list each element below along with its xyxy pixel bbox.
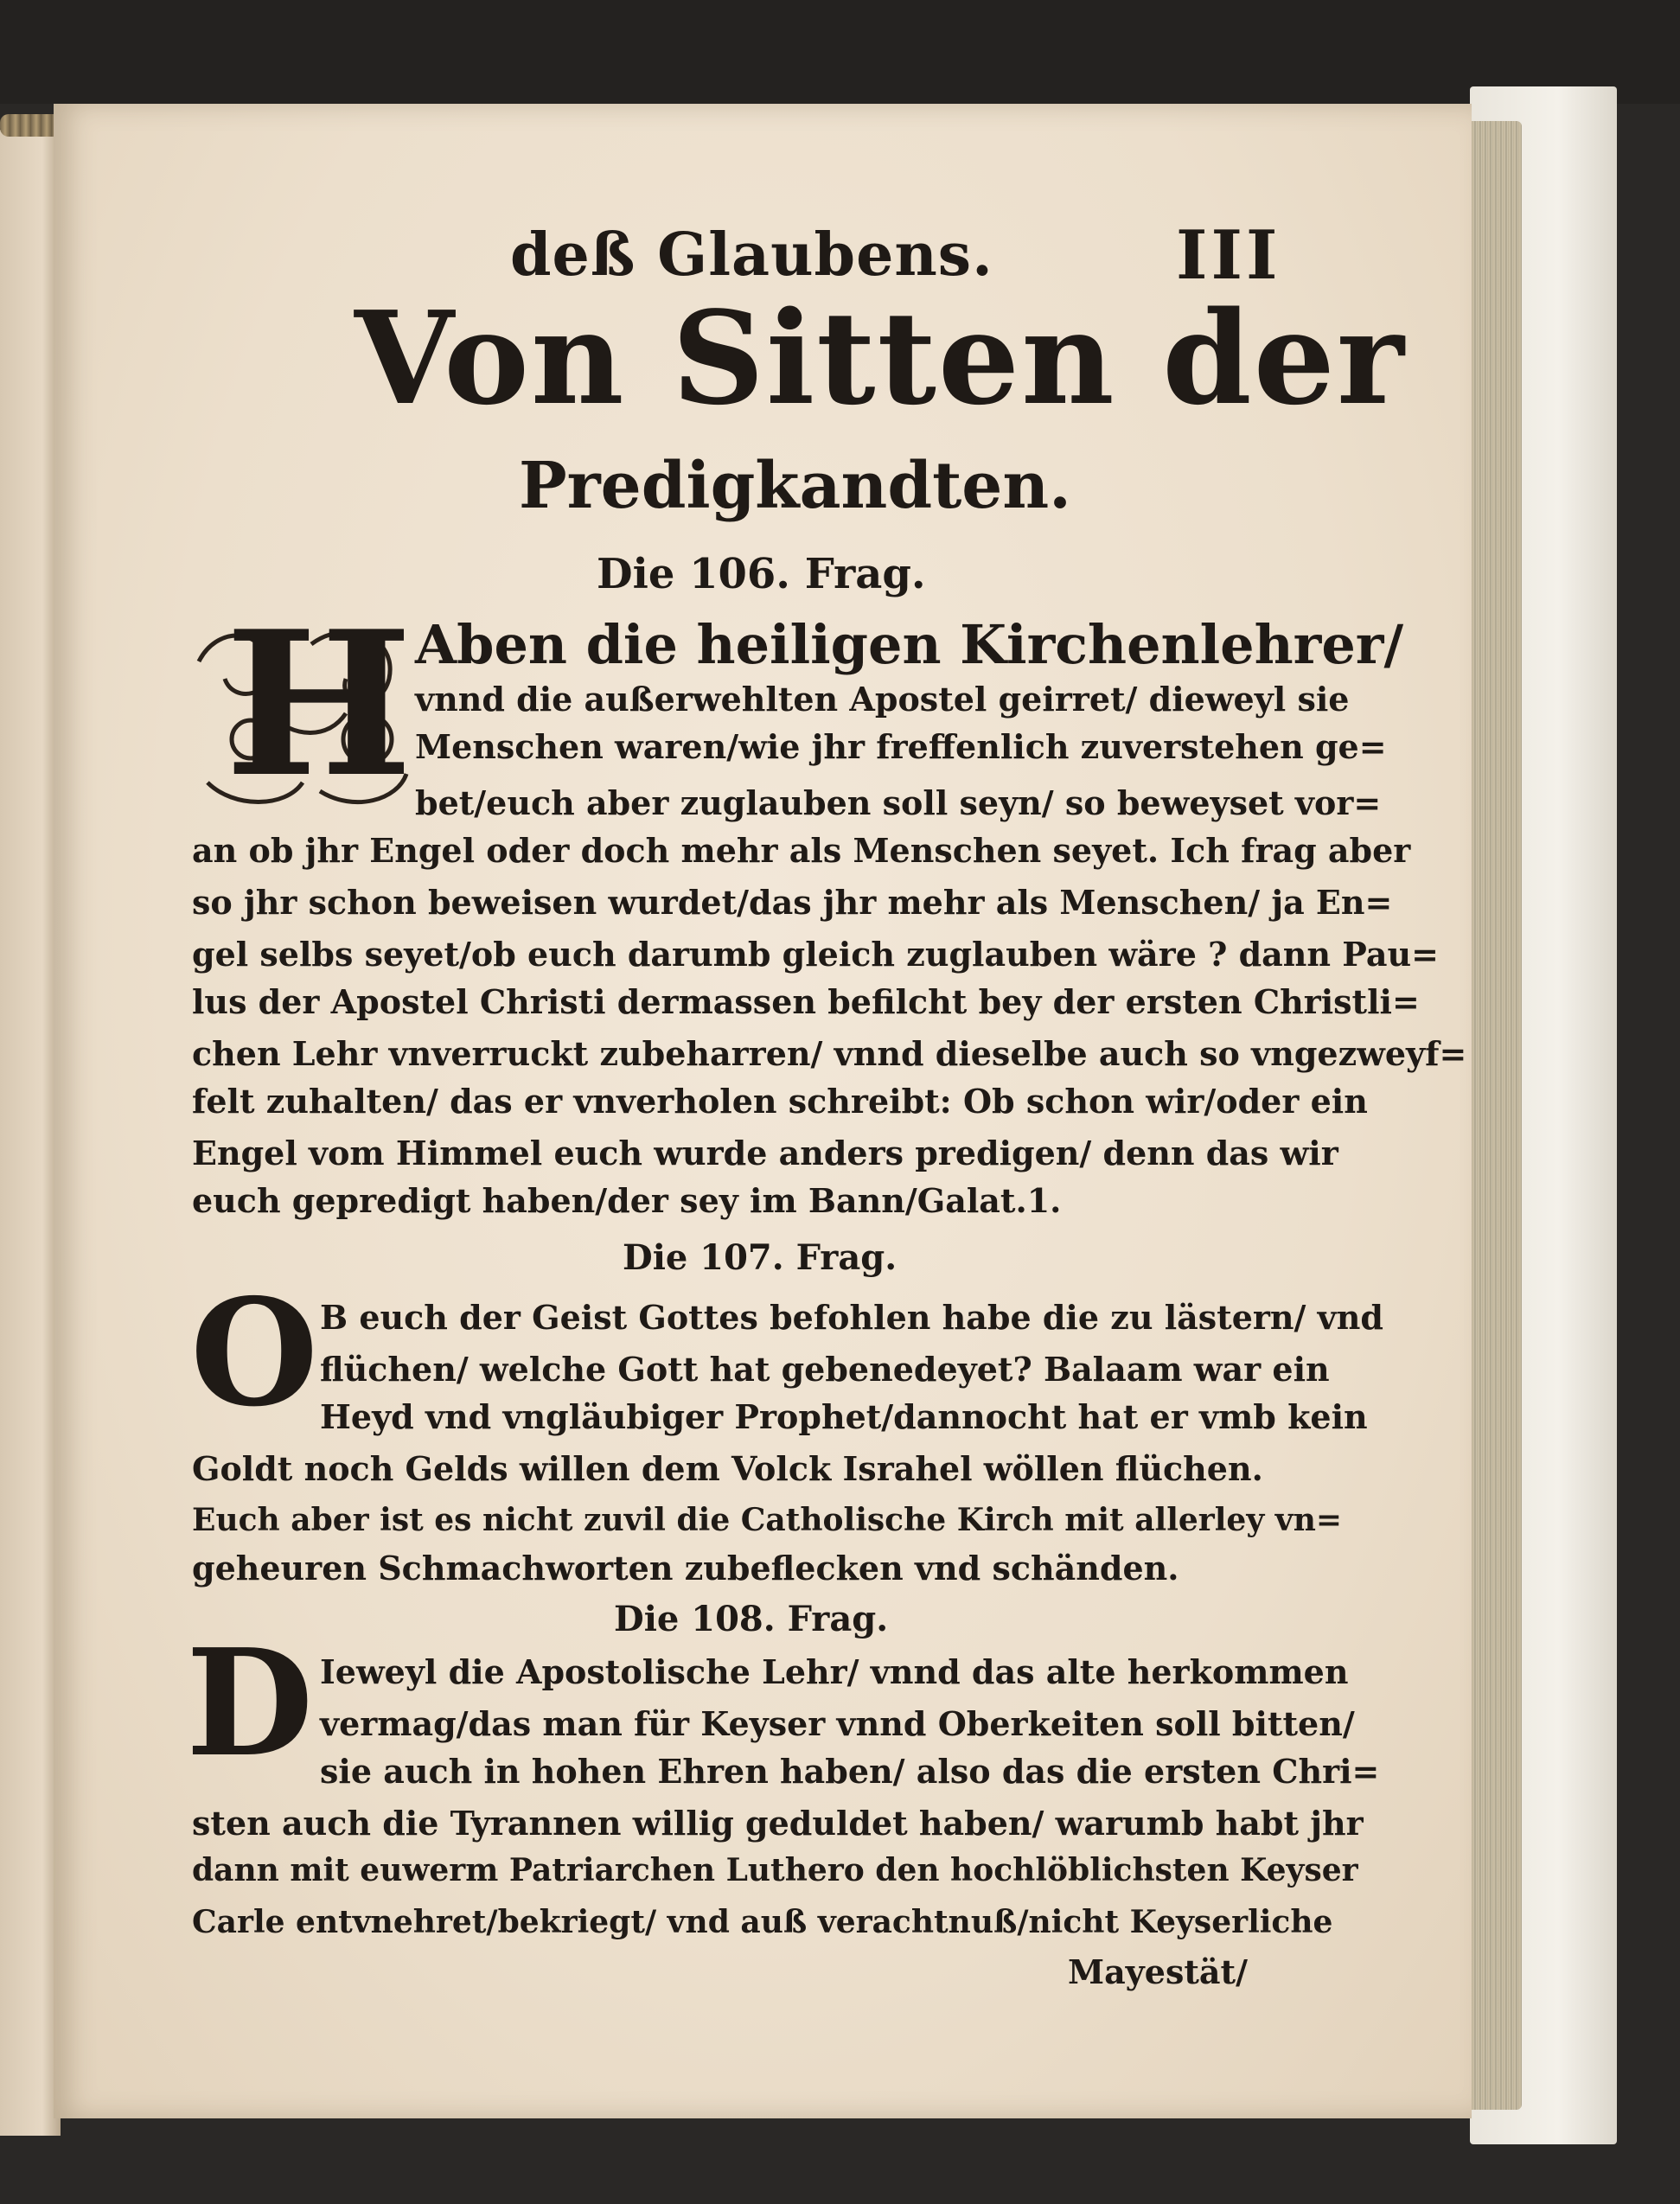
question-108-heading: Die 108. Frag. xyxy=(614,1599,889,1639)
question-106-heading: Die 106. Frag. xyxy=(597,550,926,598)
page-folio: III xyxy=(1176,216,1281,295)
question-107-line: flüchen/ welche Gott hat gebenedeyet? Balaam war ein xyxy=(320,1350,1330,1389)
question-106-line: gel selbs seyet/ob euch darumb gleich zuglauben wäre ? dann Pau= xyxy=(192,935,1439,974)
question-106-line: lus der Apostel Christi dermassen befilcht bey der ersten Christli= xyxy=(192,982,1420,1021)
question-106-line: euch gepredigt haben/der sey im Bann/Galat.1. xyxy=(192,1181,1062,1220)
question-106-line: Aben die heiligen Kirchenlehrer/ xyxy=(415,613,1404,676)
question-107-line: Euch aber ist es nicht zuvil die Catholische Kirch mit allerley vn= xyxy=(192,1502,1343,1538)
question-108-line: vermag/das man für Keyser vnnd Oberkeiten soll bitten/ xyxy=(320,1704,1355,1743)
question-106-initial: H xyxy=(225,588,413,821)
question-108-initial: D xyxy=(186,1617,314,1790)
question-107-initial: O xyxy=(190,1267,319,1440)
question-106-line: vnnd die außerwehlten Apostel geirret/ dieweyl sie xyxy=(415,680,1350,719)
question-106-line: bet/euch aber zuglauben soll seyn/ so beweyset vor= xyxy=(415,783,1382,822)
backdrop xyxy=(0,0,1680,104)
question-107-line: Heyd vnd vngläubiger Prophet/dannocht hat er vmb kein xyxy=(320,1397,1368,1436)
question-107-heading: Die 107. Frag. xyxy=(623,1237,897,1278)
question-106-line: felt zuhalten/ das er vnverholen schreibt: Ob schon wir/oder ein xyxy=(192,1082,1368,1121)
question-108-line: Carle entvnehret/bekriegt/ vnd auß verachtnuß/nicht Keyserliche xyxy=(192,1904,1333,1940)
question-107-line: geheuren Schmachworten zubeflecken vnd schänden. xyxy=(192,1549,1179,1588)
left-page-edge xyxy=(0,130,61,2136)
question-106-line: so jhr schon beweisen wurdet/das jhr mehr als Menschen/ ja En= xyxy=(192,883,1393,922)
question-106-line: Menschen waren/wie jhr freffenlich zuverstehen ge= xyxy=(415,727,1387,766)
question-107-line: B euch der Geist Gottes befohlen habe die zu lästern/ vnd xyxy=(320,1298,1383,1337)
question-108-line: Ieweyl die Apostolische Lehr/ vnnd das alte herkommen xyxy=(320,1652,1349,1691)
question-108-line: sten auch die Tyrannen willig geduldet haben/ warumb habt jhr xyxy=(192,1804,1364,1843)
question-106-line: Engel vom Himmel euch wurde anders predigen/ denn das wir xyxy=(192,1134,1338,1172)
catchword: Mayestät/ xyxy=(1068,1952,1248,1991)
section-subtitle: Predigkandten. xyxy=(519,449,1071,523)
question-106-line: an ob jhr Engel oder doch mehr als Menschen seyet. Ich frag aber xyxy=(192,831,1411,870)
question-107-line: Goldt noch Gelds willen dem Volck Israhel wöllen flüchen. xyxy=(192,1449,1263,1488)
question-106-line: chen Lehr vnverruckt zubeharren/ vnnd dieselbe auch so vngezweyf= xyxy=(192,1034,1467,1073)
question-108-line: sie auch in hohen Ehren haben/ also das die ersten Chri= xyxy=(320,1752,1380,1791)
question-108-line: dann mit euwerm Patriarchen Luthero den hochlöblichsten Keyser xyxy=(192,1852,1358,1888)
section-title: Von Sitten der xyxy=(355,283,1406,433)
running-head: deß Glaubens. xyxy=(510,220,993,290)
